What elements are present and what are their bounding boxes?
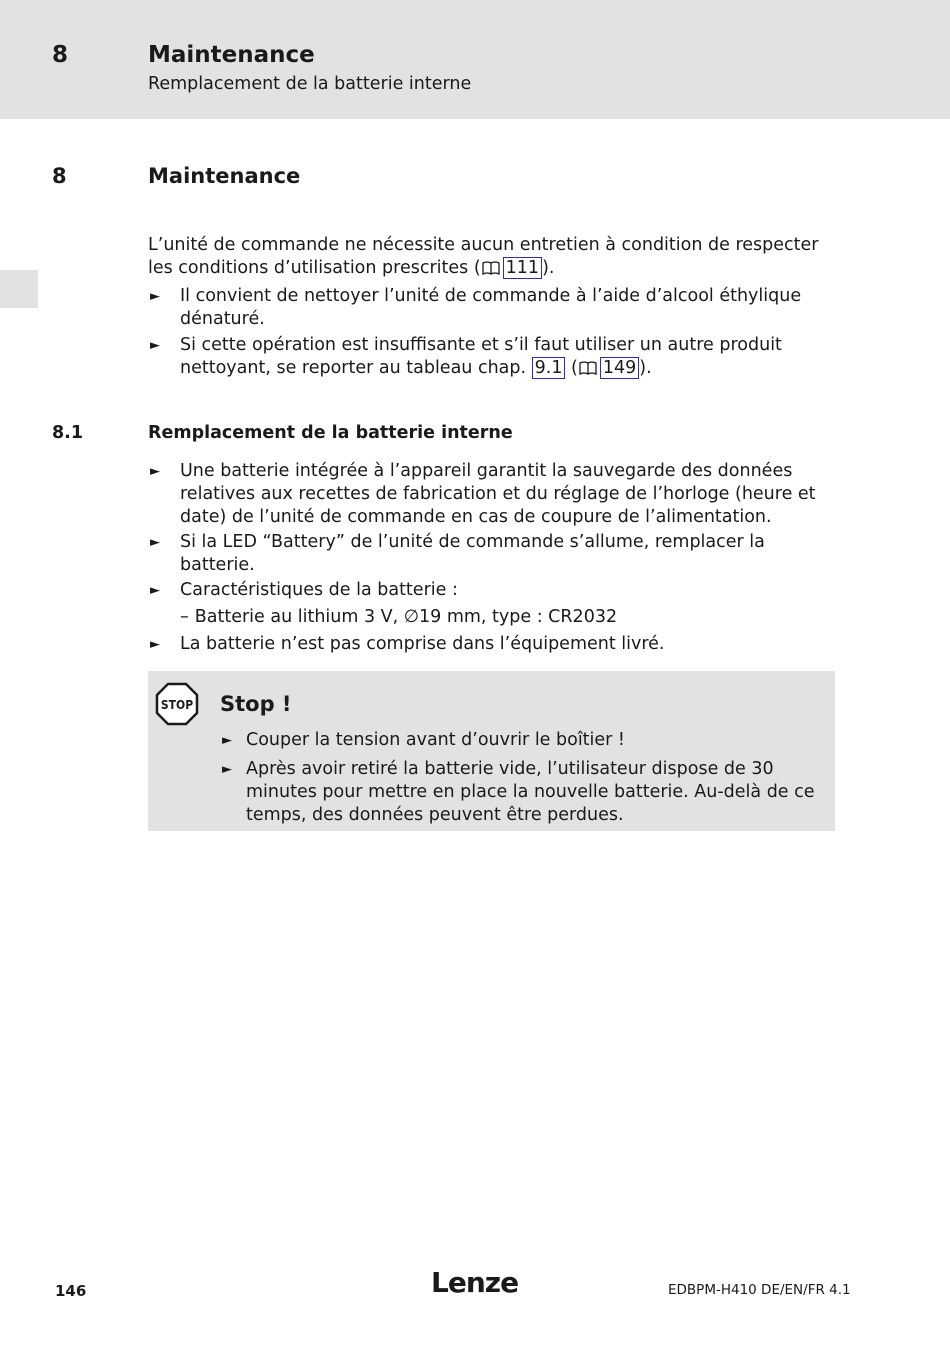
dash-icon: – <box>180 607 189 627</box>
list-item <box>148 579 838 602</box>
book-icon <box>482 259 500 282</box>
chapter-link-9-1[interactable]: 9.1 <box>532 357 566 379</box>
intro-text: L’unité de commande ne nécessite aucun entretien à condition de respecter les conditions d’utilisation prescrites ( <box>148 235 819 278</box>
dash-text: Batterie au lithium 3 V, ∅19 mm, type : CR2032 <box>194 607 618 627</box>
arrow-right-icon: ► <box>150 637 160 652</box>
arrow-right-icon: ► <box>222 762 232 777</box>
subsection-title: Remplacement de la batterie interne <box>148 423 513 443</box>
lenze-logo: Lenze <box>431 1266 519 1299</box>
arrow-right-icon: ► <box>150 338 160 353</box>
bullet-end: ). <box>639 358 652 378</box>
list-item <box>222 729 822 752</box>
arrow-right-icon: ► <box>150 464 160 479</box>
header-subtitle: Remplacement de la batterie interne <box>148 74 472 94</box>
bullet-text: Caractéristiques de la batterie : <box>180 580 458 600</box>
stop-bullet-text: Couper la tension avant d’ouvrir le boîtier ! <box>246 730 625 750</box>
intro-end: ). <box>542 258 555 278</box>
list-item <box>148 285 838 331</box>
arrow-right-icon: ► <box>150 289 160 304</box>
arrow-right-icon: ► <box>150 583 160 598</box>
section-title: Maintenance <box>148 164 301 188</box>
header-chapter-title: Maintenance <box>148 42 315 68</box>
stop-bullet-text: Après avoir retiré la batterie vide, l’utilisateur dispose de 30 minutes pour mettre en place la nouvelle batterie. Au-delà de ce temps, des données peuvent être perdues. <box>246 759 815 825</box>
list-item <box>148 531 838 577</box>
stop-title: Stop ! <box>220 692 292 716</box>
list-item <box>148 334 838 382</box>
arrow-right-icon: ► <box>150 535 160 550</box>
bullet-text: La batterie n’est pas comprise dans l’équipement livré. <box>180 634 665 654</box>
side-tab-marker <box>0 270 38 308</box>
dash-list-item <box>180 606 617 629</box>
svg-text:STOP: STOP <box>160 698 194 712</box>
stop-sign-icon <box>155 682 199 730</box>
subsection-number: 8.1 <box>52 423 84 443</box>
page-number: 146 <box>55 1282 87 1300</box>
bullet-mid: ( <box>565 358 578 378</box>
header-band <box>0 0 950 119</box>
list-item <box>148 460 838 529</box>
list-item <box>222 758 822 827</box>
bullet-text: Si cette opération est insuffisante et s’il faut utiliser un autre produit nettoyant, se reporter au tableau chap. <box>180 335 782 378</box>
list-item <box>148 633 838 656</box>
intro-paragraph <box>148 234 848 282</box>
page-link-111[interactable]: 111 <box>503 257 542 279</box>
book-icon <box>579 359 597 382</box>
header-chapter-number: 8 <box>52 42 69 68</box>
bullet-text: Si la LED “Battery” de l’unité de commande s’allume, remplacer la batterie. <box>180 532 765 575</box>
document-reference: EDBPM-H410 DE/EN/FR 4.1 <box>668 1282 851 1298</box>
page-link-149[interactable]: 149 <box>600 357 639 379</box>
section-number: 8 <box>52 164 67 188</box>
arrow-right-icon: ► <box>222 733 232 748</box>
bullet-text: Il convient de nettoyer l’unité de commande à l’aide d’alcool éthylique dénaturé. <box>180 286 802 329</box>
bullet-text: Une batterie intégrée à l’appareil garantit la sauvegarde des données relatives aux recettes de fabrication et du réglage de l’horloge (heure et date) de l’unité de commande en cas de coupure de l’alimentation. <box>180 461 816 527</box>
